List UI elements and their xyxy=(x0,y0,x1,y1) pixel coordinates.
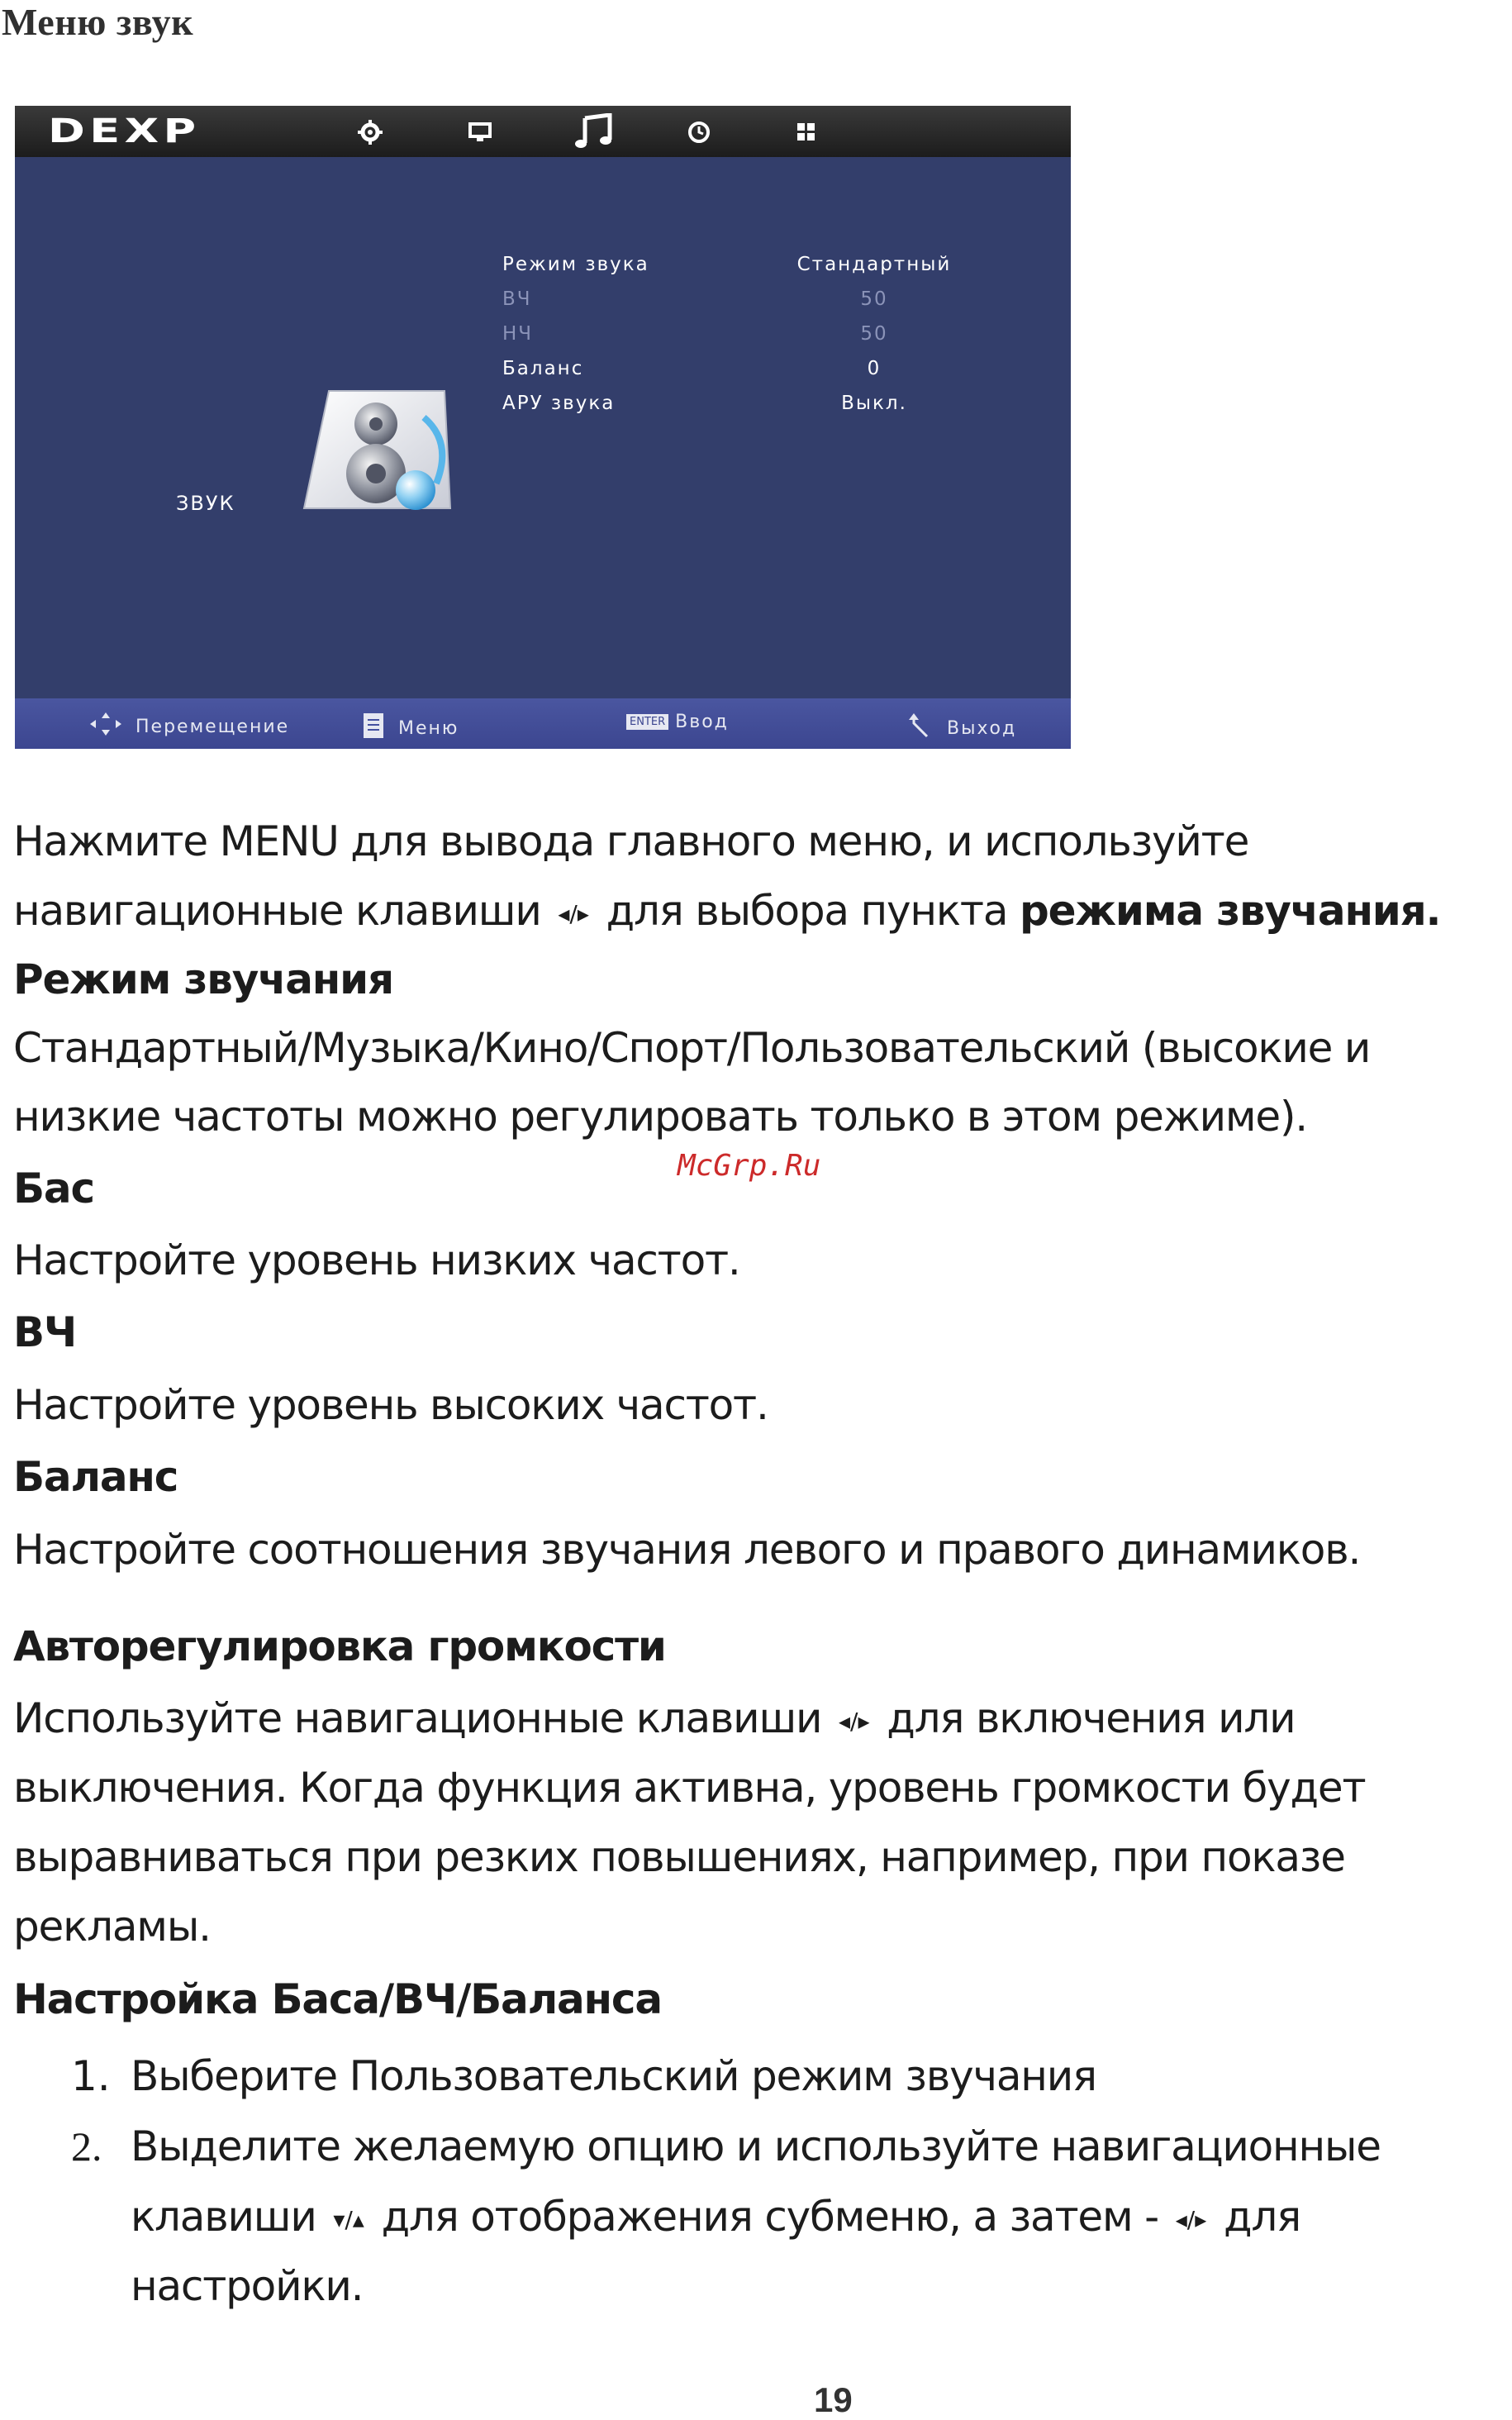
menu-doc-icon xyxy=(362,712,385,745)
row-label: Режим звука xyxy=(502,254,649,275)
treble-text: Настройте уровень высоких частот. xyxy=(13,1381,768,1429)
row-value: Стандартный xyxy=(796,254,952,275)
down-up-arrows-icon: ▾/▴ xyxy=(333,2205,364,2233)
step-text: для xyxy=(1223,2193,1300,2241)
tv-sound-menu xyxy=(15,106,1071,749)
step-2-line-3: настройки. xyxy=(131,2262,364,2310)
row-value: 50 xyxy=(860,288,888,310)
left-right-arrows-icon: ◂/▸ xyxy=(839,1707,870,1735)
row-label: АРУ звука xyxy=(502,393,616,414)
step-text: для отображения субменю, а затем - xyxy=(381,2193,1159,2241)
menu-row-balance[interactable] xyxy=(502,358,1031,391)
page-number: 19 xyxy=(814,2380,853,2419)
heading-balance: Баланс xyxy=(13,1453,178,1501)
menu-row-treble[interactable] xyxy=(502,288,1031,322)
step-2-line-1: Выделите желаемую опцию и используйте навигационные xyxy=(131,2122,1381,2170)
enter-key-icon: ENTER xyxy=(626,714,668,730)
grid-icon[interactable] xyxy=(792,117,821,147)
avl-line-3: выравниваться при резких повышениях, например, при показе xyxy=(13,1833,1345,1881)
balance-text: Настройте соотношения звучания левого и правого динамиков. xyxy=(13,1526,1361,1574)
left-right-arrows-icon: ◂/▸ xyxy=(1175,2205,1207,2233)
hint-move xyxy=(89,712,289,741)
row-label: НЧ xyxy=(502,323,534,345)
return-icon xyxy=(907,712,934,745)
tv-menu-body xyxy=(15,157,1071,698)
row-value: 0 xyxy=(867,358,882,379)
clock-icon[interactable] xyxy=(684,117,714,147)
intro-bold-text: режима звучания. xyxy=(1020,887,1441,935)
dexp-logo: DEXP xyxy=(48,112,201,150)
speaker-icon xyxy=(300,384,469,517)
tv-top-bar xyxy=(15,106,1071,157)
page-heading: Меню звук xyxy=(2,1,194,43)
avl-line-1 xyxy=(13,1684,1500,1756)
hint-enter xyxy=(626,712,729,732)
avl-text: Используйте навигационные клавиши xyxy=(13,1694,822,1742)
step-1-number: 1. xyxy=(71,2052,111,2100)
hint-move-label: Перемещение xyxy=(136,716,290,737)
hint-menu xyxy=(362,712,459,745)
heading-bass: Бас xyxy=(13,1165,94,1212)
mode-line-2: низкие частоты можно регулировать только в этом режиме). xyxy=(13,1093,1307,1141)
avl-line-4: рекламы. xyxy=(13,1903,211,1951)
monitor-icon[interactable] xyxy=(465,117,495,147)
left-right-arrows-icon: ◂/▸ xyxy=(558,899,589,927)
gear-icon[interactable] xyxy=(355,117,385,147)
avl-text: для включения или xyxy=(887,1694,1296,1742)
intro-line-2 xyxy=(13,876,1500,949)
tv-bottom-bar xyxy=(15,698,1071,749)
hint-exit xyxy=(907,712,1016,745)
hint-menu-label: Меню xyxy=(398,717,459,739)
heading-setup: Настройка Баса/ВЧ/Баланса xyxy=(13,1975,662,2023)
mode-line-1: Стандартный/Музыка/Кино/Спорт/Пользовательский (высокие и xyxy=(13,1024,1371,1072)
menu-row-sound-mode[interactable] xyxy=(502,254,1031,287)
heading-treble: ВЧ xyxy=(13,1308,77,1356)
step-1-text: Выберите Пользовательский режим звучания xyxy=(131,2052,1096,2100)
row-label: ВЧ xyxy=(502,288,532,310)
hint-exit-label: Выход xyxy=(947,717,1017,739)
row-label: Баланс xyxy=(502,358,584,379)
heading-sound-mode: Режим звучания xyxy=(13,955,393,1003)
music-note-icon[interactable] xyxy=(573,113,615,150)
watermark: McGrp.Ru xyxy=(678,1149,821,1183)
row-value: Выкл. xyxy=(841,393,907,414)
intro-text: навигационные клавиши xyxy=(13,887,541,935)
section-label: ЗВУК xyxy=(176,492,235,515)
row-value: 50 xyxy=(860,323,888,345)
bass-text: Настройте уровень низких частот. xyxy=(13,1236,740,1284)
hint-enter-label: Ввод xyxy=(675,712,729,732)
avl-line-2: выключения. Когда функция активна, уровень громкости будет xyxy=(13,1764,1366,1812)
menu-row-bass[interactable] xyxy=(502,323,1031,356)
step-2-line-2 xyxy=(131,2182,1494,2255)
step-text: клавиши xyxy=(131,2193,316,2241)
heading-auto-volume: Авторегулировка громкости xyxy=(13,1622,666,1670)
move-arrows-icon xyxy=(89,712,122,741)
step-2-number: 2. xyxy=(71,2123,102,2170)
intro-text: для выбора пункта xyxy=(606,887,1008,935)
intro-line-1: Нажмите MENU для вывода главного меню, и используйте xyxy=(13,817,1249,865)
menu-row-avl[interactable] xyxy=(502,393,1031,426)
